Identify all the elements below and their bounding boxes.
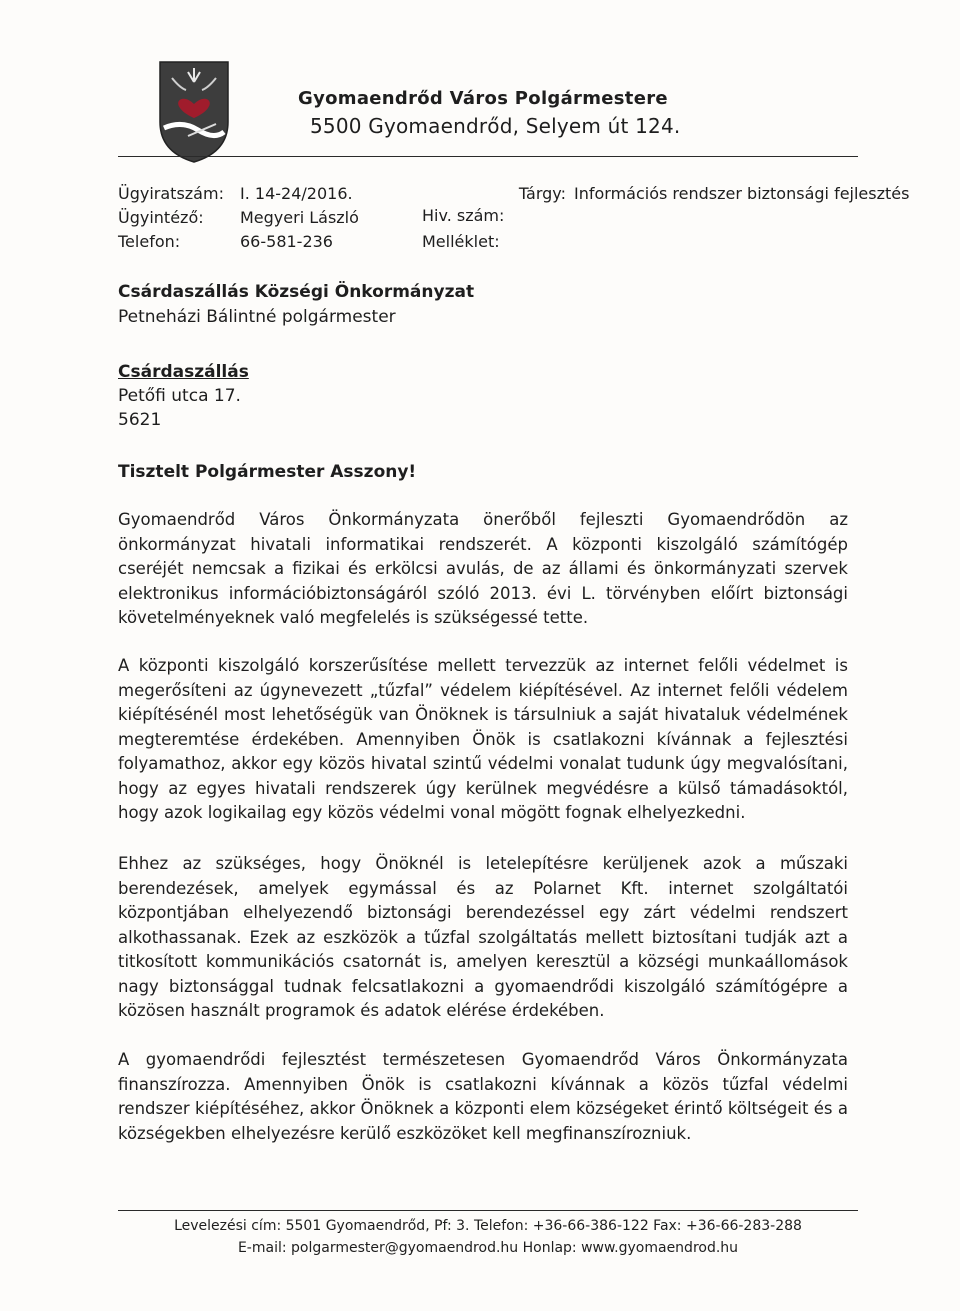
subject-value: Információs rendszer biztonsági fejlesztés	[574, 184, 910, 203]
issuer-address: 5500 Gyomaendrőd, Selyem út 124.	[310, 114, 681, 138]
body-paragraph: A gyomaendrődi fejlesztést természetesen Gyomaendrőd Város Önkormányzata finanszírozza. Amennyiben Önök is csatlakozni kívánnak a közös tűzfal védelmi rendszer kiépítéséhez, akkor Önöknek a központi elem községeket érintő költségeit és a községekben elhelyezésre kerülő eszközöket kell megfinanszírozniuk.	[118, 1050, 848, 1143]
body-paragraph: A központi kiszolgáló korszerűsítése mellett tervezzük az internet felőli védelmet is megerősíteni az úgynevezett „tűzfal” védelem kiépítésével. Az internet felőli védelem kiépítésénél most lehetőségük van Önöknek is társulniuk a saját hivataluk védelmének megteremtése érdekében. Amennyiben Önök is csatlakozni kívánnak a fejlesztési folyamathoz, akkor egy közös hivatal szintű védelmi vonalat tudunk úgy megvalósítani, hogy az egyes hivatali rendszerek úgy kerülnek megvédésre a külső támadásoktól, hogy azok logikailag egy közös védelmi vonal mögött fognak elhelyezkedni.	[118, 656, 848, 822]
body-paragraph: Ehhez az szükséges, hogy Önöknél is letelepítésre kerüljenek azok a műszaki berendezések, amelyek egymással és az Polarnet Kft. internet szolgáltatói központjában elhelyezendő biztonsági berendezéssel egy zárt védelmi rendszert alkothassanak. Ezek az eszközök a tűzfal szolgáltatás mellett biztosítani tudják azt a titkosított kommunikációs csatornát is, amelyen keresztül a községi munkaállomások nagy biztonsággal tudnak felcsatlakozni a gyomaendrődi kiszolgáló számítógépre a közösen használt programok és adatok elérése érdekében.	[118, 854, 848, 1020]
file-number-value: I. 14-24/2016.	[240, 184, 353, 203]
recipient-address	[118, 360, 249, 432]
phone-value: 66-581-236	[240, 232, 333, 251]
subject-label: Tárgy:	[518, 184, 566, 203]
reference-number-label: Hiv. szám:	[422, 206, 505, 225]
recipient-street: Petőfi utca 17.	[118, 386, 241, 406]
file-number-label: Ügyiratszám:	[118, 184, 224, 203]
clerk-label: Ügyintéző:	[118, 208, 204, 227]
clerk-value: Megyeri László	[240, 208, 359, 227]
footer-divider	[118, 1210, 858, 1211]
footer-postal-contact: Levelezési cím: 5501 Gyomaendrőd, Pf: 3. Telefon: +36-66-386-122 Fax: +36-66-283-288	[174, 1218, 802, 1234]
recipient-block	[118, 280, 474, 330]
phone-label: Telefon:	[118, 232, 181, 251]
header-divider	[118, 156, 858, 157]
recipient-org: Csárdaszállás Községi Önkormányzat	[118, 282, 475, 302]
body-paragraph: Gyomaendrőd Város Önkormányzata önerőből fejleszti Gyomaendrődön az önkormányzat hivatali informatikai rendszerét. A központi kiszolgáló számítógép cseréjét nemcsak a fizikai és erkölcsi avulás, de az állami és önkormányzati szervek elektronikus információbiztonságáról szóló 2013. évi L. törvényben előírt biztonsági követelményeknek való megfelelés is szükségessé tette.	[118, 510, 848, 627]
file-meta-labels	[118, 182, 224, 254]
footer-online-contact: E-mail: polgarmester@gyomaendrod.hu Honlap: www.gyomaendrod.hu	[237, 1240, 739, 1256]
issuer-name: Gyomaendrőd Város Polgármestere	[298, 88, 668, 109]
coat-of-arms-icon	[158, 60, 230, 164]
recipient-name: Petneházi Bálintné polgármester	[118, 307, 396, 327]
file-meta-values	[240, 182, 359, 254]
recipient-city: Csárdaszállás	[118, 362, 249, 382]
attachment-label: Melléklet:	[422, 232, 500, 251]
recipient-zip: 5621	[118, 410, 162, 430]
salutation: Tisztelt Polgármester Asszony!	[118, 462, 417, 482]
